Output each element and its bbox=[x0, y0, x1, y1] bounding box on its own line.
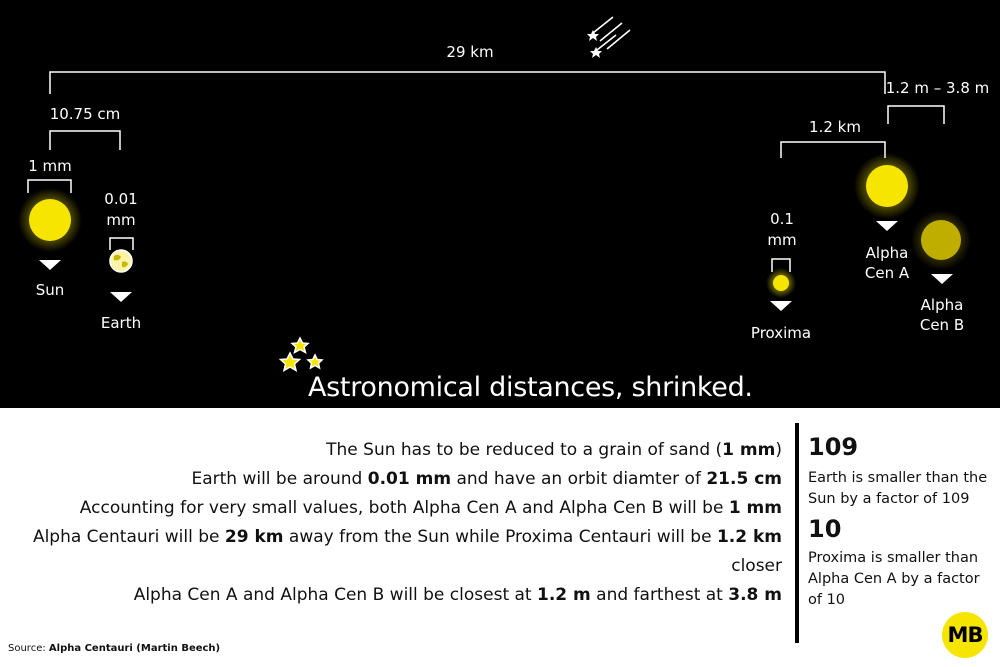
label-alpha-a-line2: Cen A bbox=[864, 264, 910, 282]
alpha-b-circle bbox=[921, 220, 961, 260]
stars-decoration-icon bbox=[281, 338, 323, 371]
bracket-sun-earth bbox=[50, 131, 120, 150]
proxima-pointer-icon bbox=[770, 301, 792, 311]
bracket-earth-size bbox=[110, 238, 133, 250]
label-earth-size-value: 0.01 bbox=[104, 190, 138, 208]
fact-line: Alpha Centauri will be 29 km away from the Sun while Proxima Centauri will be 1.2 km closer bbox=[32, 527, 782, 576]
stat-number-proxima: 10 bbox=[808, 515, 842, 543]
alpha-a-circle bbox=[866, 165, 908, 207]
stat-text-proxima: Proxima is smaller than Alpha Cen A by a factor of 10 bbox=[808, 550, 980, 608]
bracket-proxima-alpha bbox=[781, 142, 885, 158]
label-alpha-a-line1: Alpha bbox=[865, 244, 909, 262]
earth-pointer-icon bbox=[110, 292, 132, 302]
label-total-distance: 29 km bbox=[446, 43, 494, 61]
bracket-total-distance bbox=[50, 72, 885, 94]
label-earth: Earth bbox=[100, 314, 142, 332]
shooting-stars-icon bbox=[587, 17, 630, 58]
label-earth-size-unit: mm bbox=[106, 211, 136, 229]
stat-text-earth: Earth is smaller than the Sun by a factor of 109 bbox=[808, 470, 988, 507]
label-alpha-b-line2: Cen B bbox=[919, 316, 965, 334]
sun-circle bbox=[29, 199, 71, 241]
fact-line: Earth will be around 0.01 mm and have an orbit diamter of 21.5 cm bbox=[191, 469, 782, 489]
label-proxima-size-unit: mm bbox=[767, 231, 797, 249]
diagram-title: Astronomical distances, shrinked. bbox=[308, 372, 753, 403]
label-alpha-ab-distance: 1.2 m – 3.8 m bbox=[885, 79, 990, 97]
bracket-alpha-ab bbox=[888, 106, 944, 124]
facts-list bbox=[22, 436, 782, 610]
fact-line: The Sun has to be reduced to a grain of sand (1 mm) bbox=[326, 440, 782, 460]
label-sun: Sun bbox=[35, 281, 65, 299]
source-note: Source: Alpha Centauri (Martin Beech) bbox=[8, 643, 221, 654]
earth-circle bbox=[110, 250, 132, 272]
proxima-circle bbox=[773, 275, 789, 291]
label-proxima: Proxima bbox=[750, 324, 812, 342]
label-sun-size: 1 mm bbox=[28, 157, 72, 175]
alpha-a-pointer-icon bbox=[876, 221, 898, 231]
mb-logo: MB bbox=[942, 612, 988, 658]
fact-line: Alpha Cen A and Alpha Cen B will be closest at 1.2 m and farthest at 3.8 m bbox=[133, 585, 782, 605]
alpha-b-pointer-icon bbox=[931, 274, 953, 284]
stat-number-earth: 109 bbox=[808, 433, 859, 461]
vertical-divider bbox=[795, 423, 799, 643]
label-alpha-b-line1: Alpha bbox=[920, 296, 964, 314]
label-proxima-size-value: 0.1 bbox=[770, 210, 794, 228]
label-sun-earth-distance: 10.75 cm bbox=[49, 105, 121, 123]
fact-line: Accounting for very small values, both Alpha Cen A and Alpha Cen B will be 1 mm bbox=[79, 498, 782, 518]
label-proxima-alpha-distance: 1.2 km bbox=[809, 118, 861, 136]
sun-pointer-icon bbox=[39, 260, 61, 270]
